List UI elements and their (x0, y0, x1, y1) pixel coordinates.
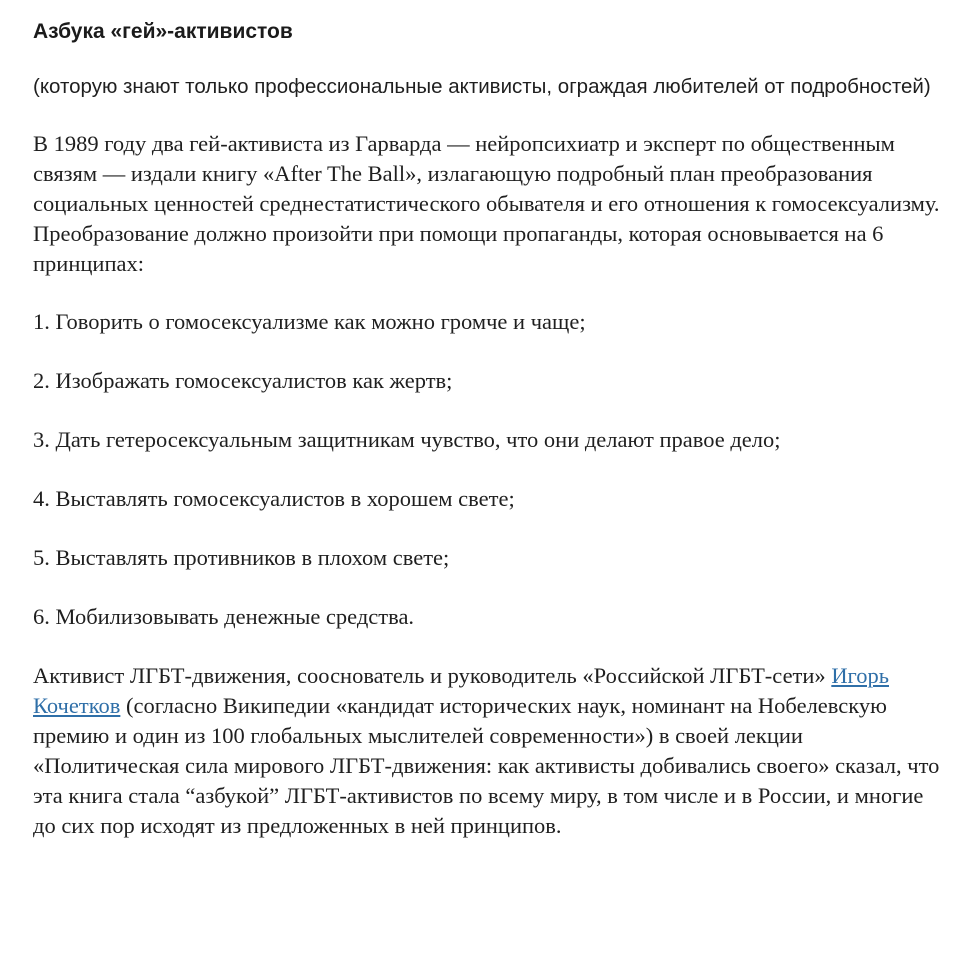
closing-text-after-link: (согласно Википедии «кандидат исторических наук, номинант на Нобелевскую премию и один из 100 глобальных мыслителей современности») в своей лекции «Политическая сила мирового ЛГБТ-движения: как активисты добивались своего» сказал, что эта книга стала “азбукой” ЛГБТ-активистов по всему миру, в том числе и в России, и многие до сих пор исходят из предложенных в ней принципов. (33, 693, 940, 838)
principle-item: 1. Говорить о гомосексуализме как можно громче и чаще; (33, 309, 586, 334)
principle-item: 5. Выставлять противников в плохом свете; (33, 545, 450, 570)
page-title: Азбука «гей»-активистов (33, 20, 293, 43)
principle-item: 6. Мобилизовывать денежные средства. (33, 604, 415, 629)
closing-paragraph (33, 661, 946, 841)
principle-item: 2. Изображать гомосексуалистов как жертв; (33, 368, 453, 393)
document-subtitle: (которую знают только профессиональные активисты, ограждая любителей от подробностей) (33, 75, 931, 98)
intro-paragraph: В 1989 году два гей-активиста из Гарварда — нейропсихиатр и эксперт по общественным связям — издали книгу «After The Ball», излагающую подробный план преобразования социальных ценностей среднестатистического обывателя и его отношения к гомосексуализму. Преобразование должно произойти при помощи пропаганды, которая основывается на 6 принципах: (33, 131, 940, 276)
principle-item: 3. Дать гетеросексуальным защитникам чувство, что они делают правое дело; (33, 427, 781, 452)
principle-item: 4. Выставлять гомосексуалистов в хорошем свете; (33, 486, 515, 511)
closing-text-before-link: Активист ЛГБТ-движения, сооснователь и руководитель «Российской ЛГБТ-сети» (33, 663, 832, 688)
igor-kochetkov-link[interactable]: Игорь Кочетков (33, 663, 889, 718)
